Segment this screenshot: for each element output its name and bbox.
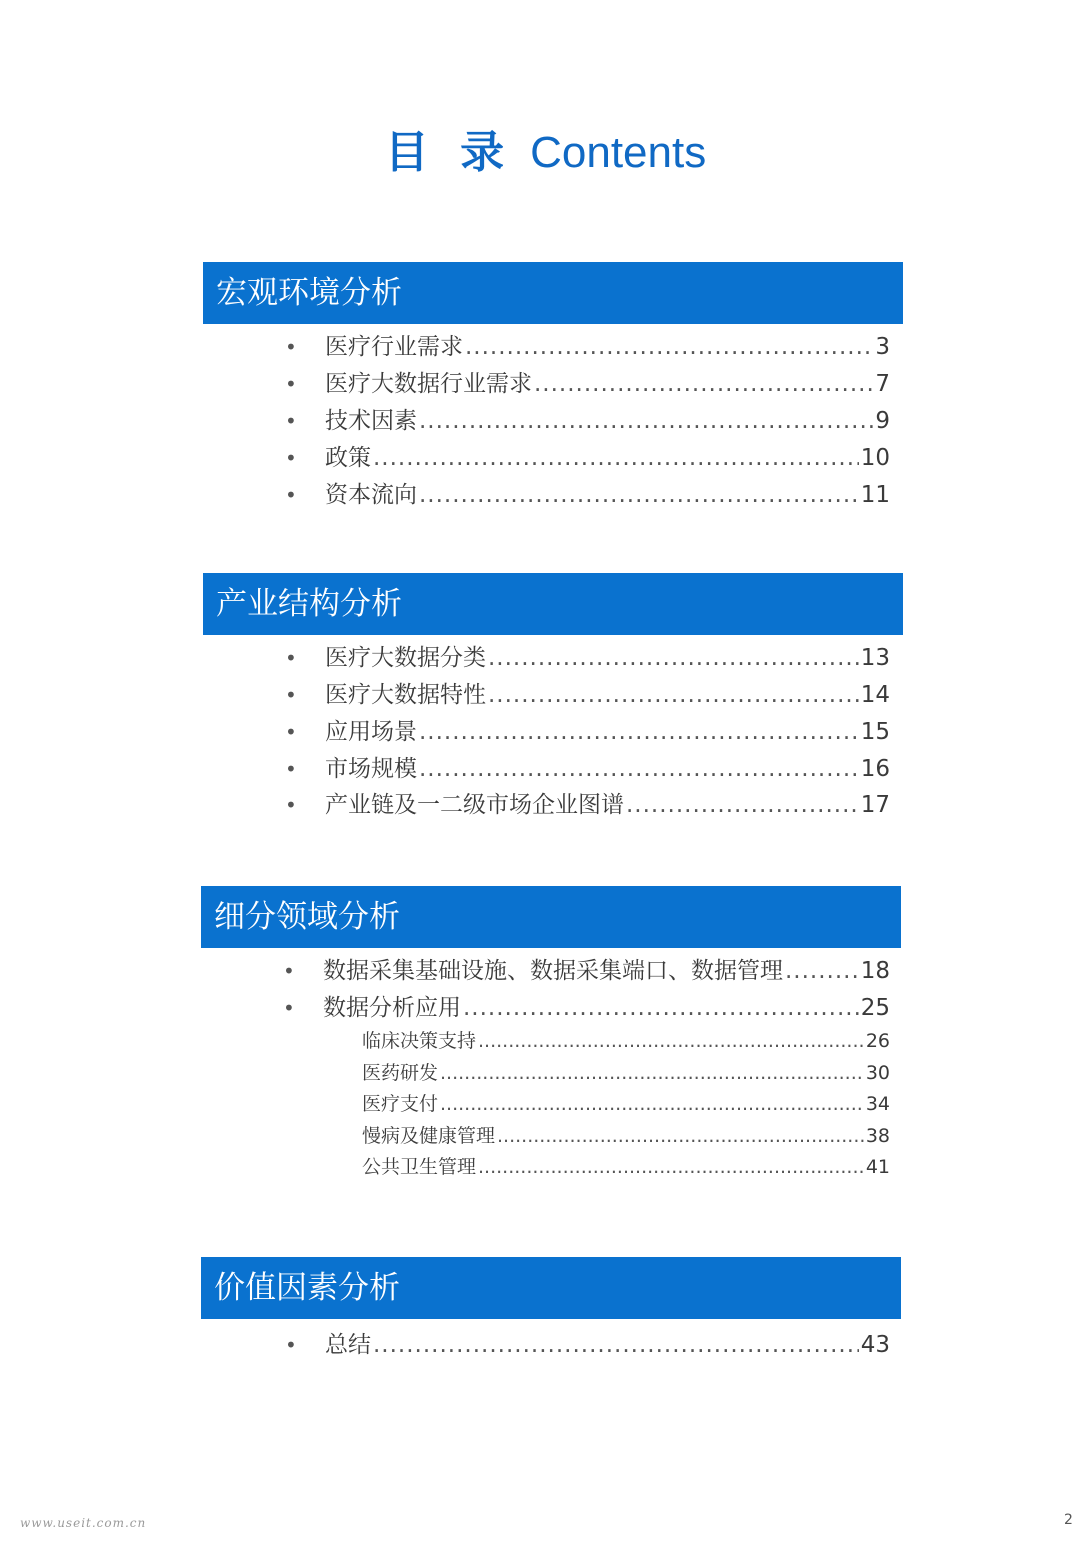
toc-item[interactable]	[283, 990, 890, 1026]
toc-item-label: 产业链及一二级市场企业图谱	[325, 792, 624, 818]
bullet-icon: •	[285, 483, 297, 507]
dot-leader	[419, 714, 859, 750]
section-heading: 细分领域分析	[201, 886, 901, 948]
toc-item-page: 17	[860, 792, 890, 818]
toc-item[interactable]	[285, 403, 890, 439]
toc-item-page: 7	[875, 371, 890, 397]
toc-item-page: 14	[860, 682, 890, 708]
toc-item[interactable]	[285, 440, 890, 476]
title-en: Contents	[530, 128, 707, 177]
dot-leader	[419, 477, 859, 513]
title-zh: 目 录	[384, 127, 513, 178]
toc-subitem-page: 26	[865, 1030, 890, 1052]
bullet-icon: •	[285, 372, 297, 396]
toc-item-page: 25	[860, 995, 890, 1021]
bullet-icon: •	[285, 757, 297, 781]
toc-subitem-page: 38	[865, 1125, 890, 1147]
bullet-icon: •	[283, 996, 295, 1020]
dot-leader	[785, 953, 859, 989]
bullet-icon: •	[285, 793, 297, 817]
bullet-icon: •	[285, 409, 297, 433]
toc-item-label: 医疗大数据分类	[325, 645, 486, 671]
page-number: 2	[1064, 1512, 1073, 1528]
dot-leader	[440, 1058, 864, 1088]
toc-item-page: 16	[860, 756, 890, 782]
toc-item-page: 13	[860, 645, 890, 671]
toc-item-page: 15	[860, 719, 890, 745]
toc-item[interactable]	[283, 953, 890, 989]
toc-subitem-page: 41	[865, 1156, 890, 1178]
toc-item-label: 政策	[325, 445, 371, 471]
dot-leader	[419, 751, 859, 787]
watermark: www.useit.com.cn	[20, 1516, 147, 1530]
section-heading: 产业结构分析	[203, 573, 903, 635]
toc-subitem-label: 公共卫生管理	[362, 1156, 477, 1178]
toc-item-page: 3	[875, 334, 890, 360]
toc-item-page: 10	[860, 445, 890, 471]
bullet-icon: •	[285, 1333, 297, 1357]
toc-subitem-label: 慢病及健康管理	[362, 1125, 496, 1147]
toc-item-label: 医疗大数据行业需求	[325, 371, 532, 397]
bullet-icon: •	[285, 446, 297, 470]
bullet-icon: •	[285, 646, 297, 670]
dot-leader	[463, 990, 859, 1026]
section-heading: 宏观环境分析	[203, 262, 903, 324]
toc-item[interactable]	[285, 477, 890, 513]
toc-subitem-page: 34	[865, 1093, 890, 1115]
dot-leader	[419, 403, 873, 439]
dot-leader	[373, 440, 859, 476]
toc-item-label: 数据分析应用	[323, 995, 461, 1021]
dot-leader	[465, 329, 873, 365]
toc-item-label: 数据采集基础设施、数据采集端口、数据管理	[323, 958, 783, 984]
toc-item-page: 18	[860, 958, 890, 984]
toc-item-label: 应用场景	[325, 719, 417, 745]
toc-item-label: 资本流向	[325, 482, 417, 508]
dot-leader	[478, 1026, 864, 1056]
dot-leader	[373, 1327, 859, 1363]
toc-item[interactable]	[285, 1327, 890, 1363]
toc-item-label: 技术因素	[325, 408, 417, 434]
toc-subitem-page: 30	[865, 1062, 890, 1084]
bullet-icon: •	[285, 683, 297, 707]
dot-leader	[440, 1089, 864, 1119]
toc-item-label: 市场规模	[325, 756, 417, 782]
dot-leader	[488, 640, 859, 676]
toc-subitem[interactable]	[362, 1026, 890, 1056]
toc-item-page: 11	[860, 482, 890, 508]
toc-item-label: 医疗行业需求	[325, 334, 463, 360]
section-heading: 价值因素分析	[201, 1257, 901, 1319]
toc-subitem-label: 临床决策支持	[362, 1030, 477, 1052]
dot-leader	[497, 1121, 864, 1151]
toc-item-label: 总结	[325, 1332, 371, 1358]
toc-item[interactable]	[285, 714, 890, 750]
toc-item-page: 9	[875, 408, 890, 434]
bullet-icon: •	[285, 335, 297, 359]
toc-subitem-label: 医疗支付	[362, 1093, 439, 1115]
toc-item[interactable]	[285, 329, 890, 365]
toc-item[interactable]	[285, 640, 890, 676]
toc-subitem[interactable]	[362, 1152, 890, 1182]
toc-subitem[interactable]	[362, 1121, 890, 1151]
toc-item[interactable]	[285, 751, 890, 787]
toc-item[interactable]	[285, 787, 890, 823]
bullet-icon: •	[285, 720, 297, 744]
toc-subitem-label: 医药研发	[362, 1062, 439, 1084]
bullet-icon: •	[283, 959, 295, 983]
dot-leader	[534, 366, 873, 402]
toc-item-label: 医疗大数据特性	[325, 682, 486, 708]
toc-item-page: 43	[860, 1332, 890, 1358]
dot-leader	[626, 787, 859, 823]
toc-item[interactable]	[285, 677, 890, 713]
dot-leader	[478, 1152, 864, 1182]
toc-item[interactable]	[285, 366, 890, 402]
page-title	[0, 116, 1091, 180]
dot-leader	[488, 677, 859, 713]
toc-subitem[interactable]	[362, 1089, 890, 1119]
toc-subitem[interactable]	[362, 1058, 890, 1088]
